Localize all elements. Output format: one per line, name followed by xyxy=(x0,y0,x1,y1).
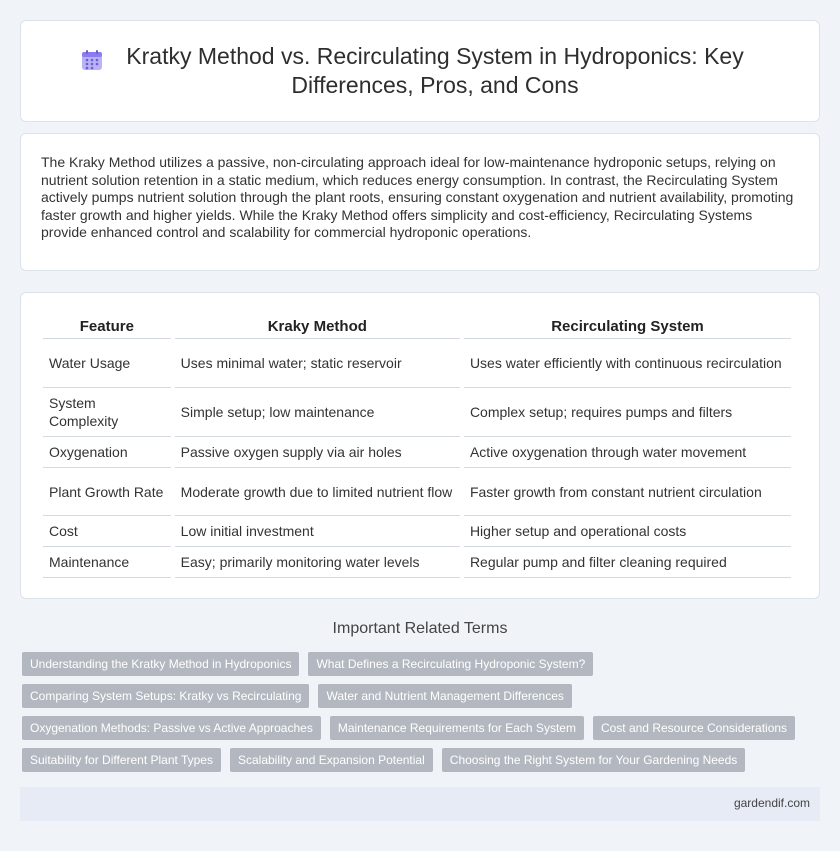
kraky-cell: Passive oxygen supply via air holes xyxy=(175,437,460,468)
feature-cell: Oxygenation xyxy=(43,437,171,468)
table-row xyxy=(43,547,791,578)
kraky-cell: Simple setup; low maintenance xyxy=(175,388,460,437)
feature-cell: Cost xyxy=(43,516,171,547)
related-term-tag[interactable]: Oxygenation Methods: Passive vs Active Approaches xyxy=(22,716,321,740)
footer xyxy=(20,787,820,821)
comparison-table xyxy=(39,313,795,578)
comparison-table-card xyxy=(20,292,820,599)
related-term-tag[interactable]: Understanding the Kratky Method in Hydroponics xyxy=(22,652,299,676)
related-terms-heading: Important Related Terms xyxy=(332,620,508,637)
tag-row xyxy=(22,684,818,708)
recirculating-cell: Complex setup; requires pumps and filters xyxy=(464,388,791,437)
feature-cell: Maintenance xyxy=(43,547,171,578)
kraky-cell: Moderate growth due to limited nutrient flow xyxy=(175,468,460,516)
table-row xyxy=(43,516,791,547)
recirculating-cell: Uses water efficiently with continuous recirculation xyxy=(464,339,791,388)
related-term-tag[interactable]: Maintenance Requirements for Each System xyxy=(330,716,584,740)
tag-row xyxy=(22,716,818,740)
recirculating-cell: Faster growth from constant nutrient circulation xyxy=(464,468,791,516)
kraky-cell: Uses minimal water; static reservoir xyxy=(175,339,460,388)
recirculating-cell: Regular pump and filter cleaning required xyxy=(464,547,791,578)
related-term-tag[interactable]: What Defines a Recirculating Hydroponic System? xyxy=(308,652,593,676)
kraky-cell: Low initial investment xyxy=(175,516,460,547)
tag-row xyxy=(22,652,818,676)
site-name[interactable]: gardendif.com xyxy=(733,796,810,810)
related-term-tag[interactable]: Water and Nutrient Management Differences xyxy=(318,684,571,708)
title-card xyxy=(20,20,820,122)
tag-row xyxy=(22,748,818,772)
table-row xyxy=(43,388,791,437)
feature-cell: Plant Growth Rate xyxy=(43,468,171,516)
related-term-tag[interactable]: Suitability for Different Plant Types xyxy=(22,748,221,772)
page-title: Kratky Method vs. Recirculating System in Hydroponics: Key Differences, Pros, and Cons xyxy=(126,43,744,98)
header-recirculating-system: Recirculating System xyxy=(464,313,791,339)
recirculating-cell: Higher setup and operational costs xyxy=(464,516,791,547)
table-row xyxy=(43,437,791,468)
table-row xyxy=(43,468,791,516)
table-header-row xyxy=(43,313,791,339)
feature-cell: Water Usage xyxy=(43,339,171,388)
related-term-tag[interactable]: Scalability and Expansion Potential xyxy=(230,748,433,772)
header-kraky-method: Kraky Method xyxy=(175,313,460,339)
related-terms-list xyxy=(22,652,818,780)
related-term-tag[interactable]: Comparing System Setups: Kratky vs Recirculating xyxy=(22,684,309,708)
recirculating-cell: Active oxygenation through water movement xyxy=(464,437,791,468)
related-term-tag[interactable]: Cost and Resource Considerations xyxy=(593,716,795,740)
kraky-cell: Easy; primarily monitoring water levels xyxy=(175,547,460,578)
intro-paragraph: The Kraky Method utilizes a passive, non-circulating approach ideal for low-maintenance hydroponic setups, relying on nutrient solution retention in a static medium, which reduces energy consumption. In contrast, the Recirculating System actively pumps nutrient solution through the plant roots, ensuring constant oxygenation and nutrient availability, promoting faster growth and higher yields. While the Kraky Method offers simplicity and cost-efficiency, Recirculating Systems provide enhanced control and scalability for commercial hydroponic operations. xyxy=(41,154,794,240)
feature-cell: System Complexity xyxy=(43,388,171,437)
intro-card xyxy=(20,133,820,271)
related-term-tag[interactable]: Choosing the Right System for Your Gardening Needs xyxy=(442,748,746,772)
header-feature: Feature xyxy=(43,313,171,339)
table-row xyxy=(43,339,791,388)
